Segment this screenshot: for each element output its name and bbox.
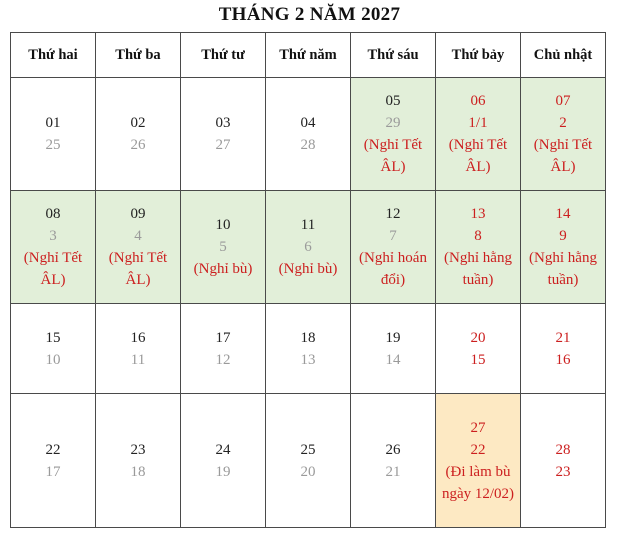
lunar-date: 19 (215, 463, 231, 480)
day-cell (96, 304, 181, 394)
lunar-date: 1/1 (468, 115, 488, 131)
weekday-header-fri: Thứ sáu (351, 33, 436, 78)
solar-date: 15 (45, 329, 61, 346)
solar-date: 14 (555, 206, 571, 222)
lunar-date: 14 (385, 351, 401, 368)
holiday-note: (Nghỉ Tết ÂL) (448, 137, 508, 175)
lunar-date: 5 (219, 239, 227, 255)
solar-date: 25 (300, 441, 316, 458)
weekday-header-wed: Thứ tư (181, 33, 266, 78)
lunar-date: 4 (134, 228, 142, 244)
lunar-date: 25 (45, 137, 61, 153)
holiday-note: (Nghỉ Tết ÂL) (108, 250, 168, 288)
day-cell (96, 394, 181, 528)
day-cell-holiday (351, 78, 436, 191)
day-cell (351, 394, 436, 528)
solar-date: 08 (45, 206, 61, 222)
day-cell (181, 78, 266, 191)
holiday-note: (Nghỉ hoán đổi) (359, 250, 427, 288)
solar-date: 24 (215, 441, 231, 458)
lunar-date: 17 (45, 463, 61, 480)
solar-date: 12 (385, 206, 401, 222)
solar-date: 19 (385, 329, 401, 346)
solar-date: 22 (45, 441, 61, 458)
makeup-workday-note: (Đi làm bù ngày 12/02) (441, 463, 515, 502)
lunar-date: 28 (300, 137, 316, 153)
lunar-date: 22 (470, 441, 486, 458)
day-cell (181, 304, 266, 394)
weekday-header-mon: Thứ hai (11, 33, 96, 78)
holiday-note: (Nghỉ Tết ÂL) (23, 250, 83, 288)
day-cell (11, 304, 96, 394)
day-cell (351, 304, 436, 394)
solar-date: 28 (555, 441, 571, 458)
day-cell (181, 394, 266, 528)
calendar-title: THÁNG 2 NĂM 2027 (218, 4, 401, 25)
lunar-date: 6 (304, 239, 312, 255)
lunar-date: 16 (555, 351, 571, 368)
lunar-date: 12 (215, 351, 231, 368)
day-cell-weekend (521, 304, 606, 394)
day-cell-makeup-workday (436, 394, 521, 528)
solar-date: 01 (45, 115, 61, 131)
week-row (11, 304, 606, 394)
holiday-note: (Nghỉ Tết ÂL) (363, 137, 423, 175)
day-cell (11, 394, 96, 528)
solar-date: 03 (215, 115, 231, 131)
solar-date: 10 (215, 217, 231, 233)
day-cell-holiday (521, 78, 606, 191)
weekday-header-row (11, 33, 606, 78)
solar-date: 17 (215, 329, 231, 346)
calendar-table (10, 32, 606, 528)
lunar-date: 10 (45, 351, 61, 368)
weekday-header-thu: Thứ năm (266, 33, 351, 78)
lunar-date: 23 (555, 463, 571, 480)
day-cell (266, 394, 351, 528)
holiday-note: (Nghỉ hằng tuần) (444, 250, 512, 288)
lunar-date: 11 (130, 351, 146, 368)
solar-date: 05 (385, 93, 401, 109)
solar-date: 26 (385, 441, 401, 458)
day-cell (11, 78, 96, 191)
lunar-date: 2 (559, 115, 567, 131)
holiday-note: (Nghỉ hằng tuần) (529, 250, 597, 288)
day-cell-holiday (96, 191, 181, 304)
day-cell (96, 78, 181, 191)
day-cell-weekend (436, 304, 521, 394)
solar-date: 09 (130, 206, 146, 222)
day-cell-holiday (181, 191, 266, 304)
lunar-date: 18 (130, 463, 146, 480)
day-cell-holiday (436, 78, 521, 191)
lunar-date: 13 (300, 351, 316, 368)
holiday-note: (Nghỉ bù) (278, 261, 338, 277)
solar-date: 23 (130, 441, 146, 458)
lunar-date: 9 (559, 228, 567, 244)
solar-date: 04 (300, 115, 316, 131)
day-cell-holiday (11, 191, 96, 304)
lunar-date: 21 (385, 463, 401, 480)
holiday-note: (Nghỉ bù) (193, 261, 253, 277)
day-cell (266, 304, 351, 394)
lunar-date: 29 (385, 115, 401, 131)
solar-date: 21 (555, 329, 571, 346)
lunar-date: 26 (130, 137, 146, 153)
week-row (11, 78, 606, 191)
solar-date: 11 (300, 217, 316, 233)
day-cell-holiday (521, 191, 606, 304)
holiday-note: (Nghỉ Tết ÂL) (533, 137, 593, 175)
lunar-date: 20 (300, 463, 316, 480)
solar-date: 06 (470, 93, 486, 109)
day-cell-holiday (351, 191, 436, 304)
solar-date: 18 (300, 329, 316, 346)
solar-date: 02 (130, 115, 146, 131)
day-cell-weekend (521, 394, 606, 528)
weekday-header-tue: Thứ ba (96, 33, 181, 78)
week-row (11, 191, 606, 304)
day-cell (266, 78, 351, 191)
day-cell-holiday (436, 191, 521, 304)
solar-date: 27 (470, 419, 486, 436)
lunar-date: 27 (215, 137, 231, 153)
lunar-date: 7 (389, 228, 397, 244)
day-cell-holiday (266, 191, 351, 304)
weekday-header-sat: Thứ bảy (436, 33, 521, 78)
weekday-header-sun: Chủ nhật (521, 33, 606, 78)
solar-date: 20 (470, 329, 486, 346)
week-row (11, 394, 606, 528)
lunar-date: 8 (474, 228, 482, 244)
solar-date: 13 (470, 206, 486, 222)
solar-date: 16 (130, 329, 146, 346)
solar-date: 07 (555, 93, 571, 109)
lunar-date: 15 (470, 351, 486, 368)
lunar-date: 3 (49, 228, 57, 244)
